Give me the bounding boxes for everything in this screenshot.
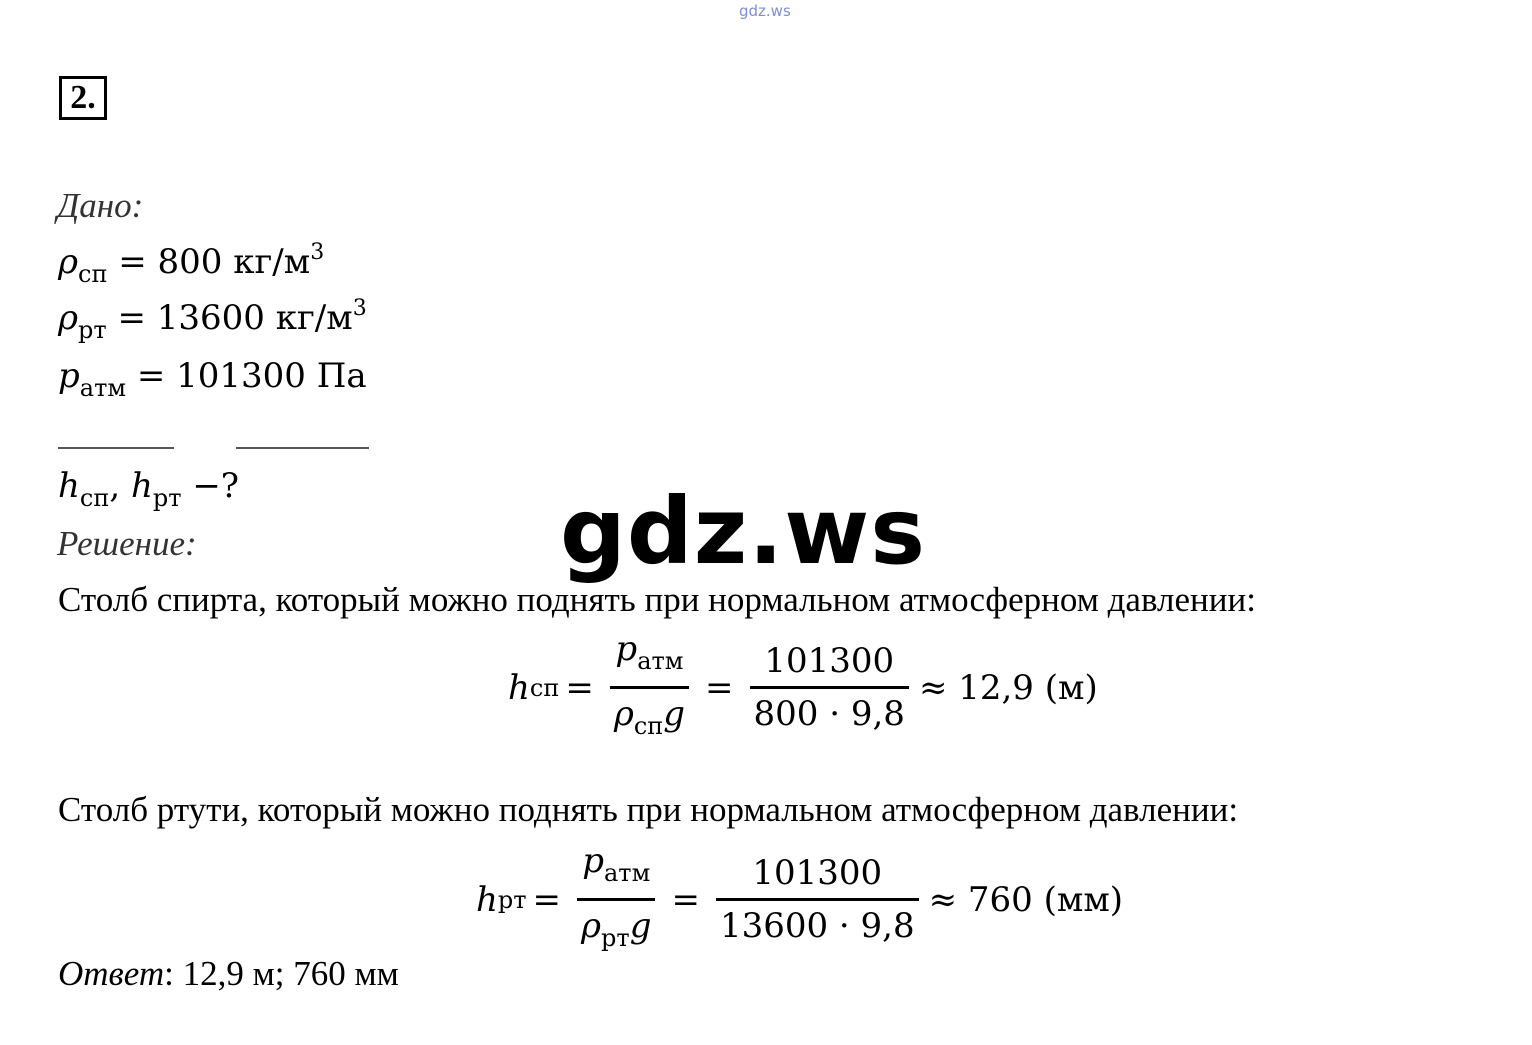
fraction-numerator: 101300 <box>764 641 895 681</box>
rho-symbol: ρ <box>58 298 78 338</box>
fraction-numeric <box>716 848 919 951</box>
equals-sign: = <box>532 879 562 920</box>
formula-result: ≈ 760 (мм) <box>928 879 1124 920</box>
rho-symbol: ρ <box>58 242 78 282</box>
equals-sign: = <box>705 667 734 708</box>
find-line <box>58 466 239 512</box>
solution-text-mercury: Столб ртути, который можно поднять при нормальном атмосферном давлении: <box>58 790 1239 829</box>
formula-lhs: h <box>508 667 530 708</box>
rho-eq: = 800 кг/м <box>107 242 311 282</box>
solution-text-alcohol: Столб спирта, который можно поднять при нормальном атмосферном давлении: <box>58 580 1256 619</box>
formula-result: ≈ 12,9 (м) <box>918 667 1098 708</box>
formula-lhs-sub: сп <box>529 673 560 702</box>
fraction-numerator: 101300 <box>752 853 883 893</box>
fraction-numerator: $p_{атм}$ <box>615 629 684 675</box>
rho-sub: рт <box>78 316 107 344</box>
fraction-numerator: $p_{атм}$ <box>582 841 651 887</box>
formula-alcohol <box>508 624 1098 751</box>
equals-sign: = <box>671 879 700 920</box>
formula-lhs-sub: рт <box>497 885 527 914</box>
find-sep: , <box>109 466 131 506</box>
answer-label: Ответ <box>58 954 165 993</box>
fraction-symbolic <box>610 624 689 751</box>
divider-right <box>236 447 369 449</box>
divider-left <box>58 447 174 449</box>
rho-sup: 3 <box>310 240 325 265</box>
answer-value: : 12,9 м; 760 мм <box>164 954 399 993</box>
formula-mercury <box>476 836 1123 963</box>
h1-symbol: h <box>58 466 80 506</box>
solution-label: Решение: <box>57 524 197 563</box>
h1-sub: сп <box>79 484 110 512</box>
p-symbol: p <box>58 356 80 396</box>
p-eq: = 101300 Па <box>126 356 367 396</box>
fraction-denominator: $\rho_{сп}g$ <box>613 694 686 740</box>
rho-sup: 3 <box>352 296 367 321</box>
watermark-logo: gdz.ws <box>560 478 926 585</box>
fraction-numeric <box>750 636 909 739</box>
formula-lhs: h <box>476 879 498 920</box>
given-rho-alcohol <box>58 240 324 288</box>
fraction-denominator: 13600 · 9,8 <box>719 906 915 946</box>
find-question: −? <box>181 466 240 506</box>
answer-line <box>58 954 399 994</box>
given-rho-mercury <box>58 296 367 344</box>
site-mark: gdz.ws <box>739 2 791 20</box>
given-label: Дано: <box>57 186 144 225</box>
rho-eq: = 13600 кг/м <box>106 298 353 338</box>
p-sub: атм <box>79 374 127 402</box>
h2-sub: рт <box>152 484 182 512</box>
rho-sub: сп <box>78 260 108 288</box>
given-p-atm <box>58 356 367 402</box>
equals-sign: = <box>565 667 594 708</box>
h2-symbol: h <box>130 466 153 506</box>
task-number: 2. <box>59 76 107 120</box>
fraction-symbolic <box>577 836 655 963</box>
fraction-denominator: $\rho_{рт}g$ <box>581 906 652 952</box>
fraction-denominator: 800 · 9,8 <box>753 694 905 734</box>
